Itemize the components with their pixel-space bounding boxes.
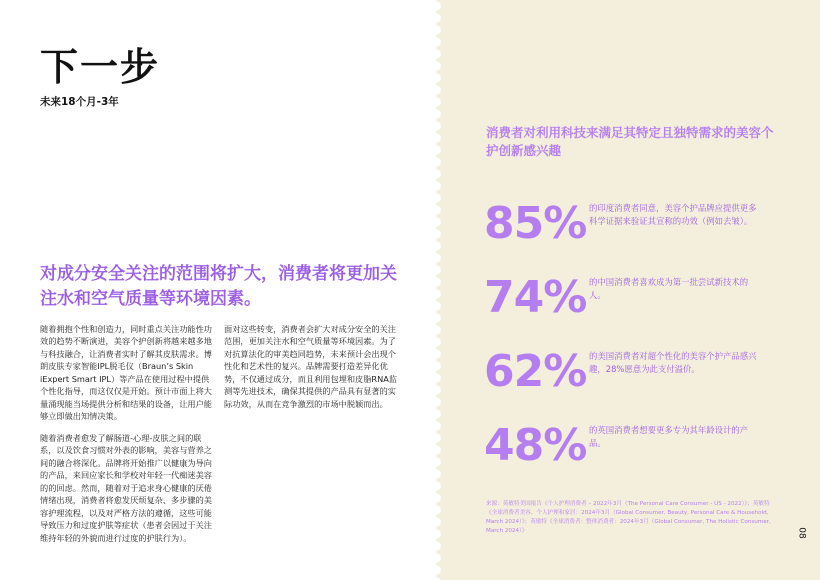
stat-description: 的英国消费者想要更多专为其年龄设计的产品。 [589,425,749,449]
stat-percent: 85% [484,198,587,249]
stat-percent: 74% [484,272,587,323]
page-subtitle: 未来18个月-3年 [40,96,119,108]
body-paragraph: 随着拥抱个性和创造力，同时重点关注功能性功效的趋势不断演进，美容个护创新将越来越多地与科技融合，让消费者实时了解其皮肤需求。博朗皮肤专家智能IPL脱毛仪（Braun’s Skin iExpert Smart IPL）等产品在使用过程中提供个性化指导，而这仅仅是开始。预计市面上将大量涌现能当场提供分析和结果的设备，让用户能够立即做出知情决策。 [40,324,212,422]
stat-description: 的美国消费者对超个性化的美容个护产品感兴趣，28%愿意为此支付溢价。 [589,351,757,375]
body-column-1 [40,323,216,553]
page-number: 08 [796,527,807,539]
page-title: 下一步 [40,45,161,89]
right-headline: 消费者对利用科技来满足其特定且独特需求的美容个护创新感兴趣 [486,125,774,159]
stat-percent: 48% [484,420,587,471]
stat-description: 的中国消费者喜欢成为第一批尝试新技术的人。 [589,277,749,301]
left-headline: 对成分安全关注的范围将扩大，消费者将更加关注水和空气质量等环境因素。 [40,264,397,309]
body-paragraph: 随着消费者愈发了解肠道-心理-皮肤之间的联系，以及饮食习惯对外表的影响，美容与营养之间的融合将深化。品牌将开始推广以健康为导向的产品，来回应家长和学校对年轻一代痴迷美容的的回虑。然而，随着对于追求身心健康的厌倦情绪出现，消费者将愈发厌烦复杂、多步骤的美容护理流程，以及对严格方法的遵循，这些可能导致压力和过度护肤等症状（患者会因过于关注维持年轻的外貌而进行过度的护肤行为）。 [40,432,212,543]
body-paragraph: 面对这些转变，消费者会扩大对成分安全的关注范围，更加关注水和空气质量等环境因素。为了对抗算法化的审美趋同趋势，未来预计会出现个性化和艺术性的复兴。品牌需要打造差异化优势，不仅通过成分，而且利用包埋和皮脂RNA监测等先进技术，确保其提供的产品具有显著的实际功效，从而在竞争激烈的市场中脱颖而出。 [224,324,397,409]
stat-description: 的印度消费者同意，美容个护品牌应提供更多科学证据来验证其宣称的功效（例如去皱）。 [589,203,757,227]
body-column-2 [224,323,400,419]
stat-percent: 62% [484,346,587,397]
stat-block [484,198,784,258]
stat-block [484,346,784,406]
stat-block [484,272,784,332]
scalloped-edge [436,0,446,580]
source-note: 来源：英敏特美国报告《个人护理消费者 – 2022年3月（The Personal Care Consumer - US - 2022）》；英敏特《全球消费者美容、个人护理和家居：2024年3月（Global Consumer, Beauty, Personal Care & Household, March 2024）》；英敏特《全球消费者：整体消费者：2024年3月（Global Consumer, The Holistic Consumer, March 2024）》 [486,501,771,534]
stat-block [484,420,784,480]
